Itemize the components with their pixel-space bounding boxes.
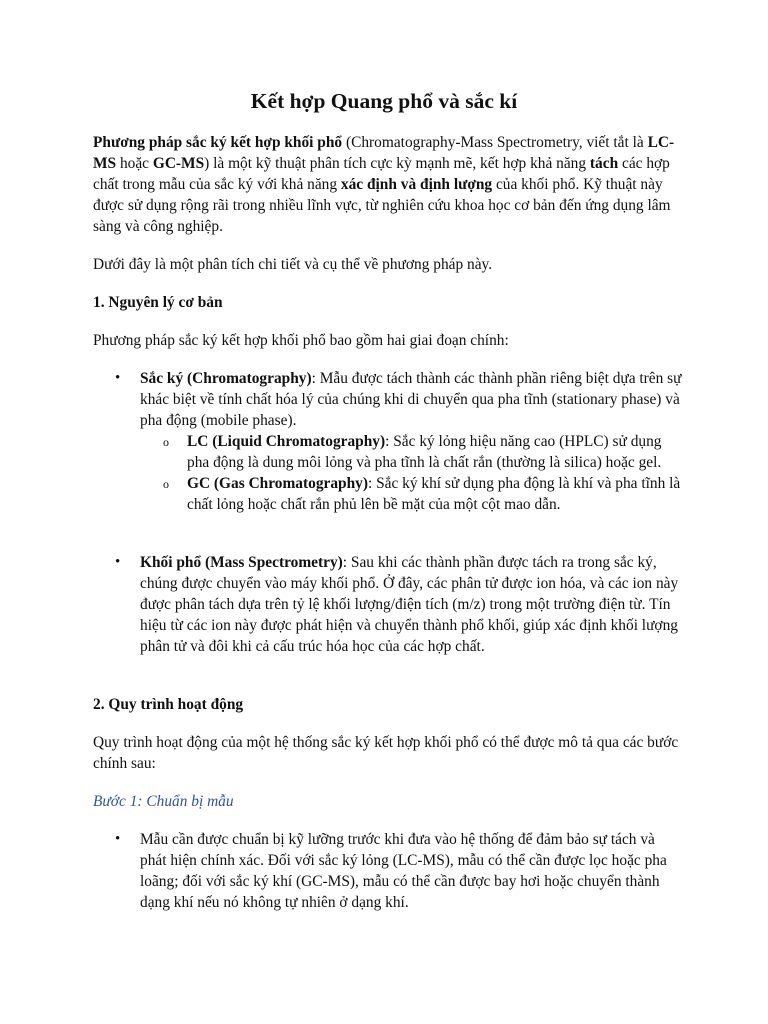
- intro-lcms: LC-MS: [93, 134, 675, 172]
- section1-list: [93, 368, 683, 515]
- list-item-mass-spectrometry: [93, 552, 683, 657]
- intro-text-3: ) là một kỹ thuật phân tích cực kỳ mạnh mẽ, kết hợp khả năng: [204, 155, 590, 172]
- page-title: Kết hợp Quang phổ và sắc kí: [250, 89, 518, 113]
- step1-list: [93, 829, 683, 913]
- intro-tach: tách: [589, 155, 619, 172]
- list-item-chromatography: [93, 368, 683, 515]
- intro-xac-dinh: xác định và định lượng: [340, 176, 493, 193]
- intro2-paragraph: Dưới đây là một phân tích chi tiết và cụ thể về phương pháp này.: [93, 256, 493, 273]
- sub-item-gc-text: : Sắc ký khí sử dụng pha động là khí và pha tĩnh là chất lỏng hoặc chất rắn phủ lên bề mặt của một cột mao dẫn.: [187, 475, 681, 513]
- item-chromatography-text: : Mẫu được tách thành các thành phần riêng biệt dựa trên sự khác biệt về tính chất hóa lý của chúng khi di chuyển qua pha tĩnh (stationary phase) và pha động (mobile phase).: [140, 370, 682, 429]
- item-ms-title: Khối phổ (Mass Spectrometry): [140, 554, 343, 571]
- intro-text-1: (Chromatography-Mass Spectrometry, viết tắt là: [342, 134, 648, 151]
- sub-item-gc-title: GC (Gas Chromatography): [187, 475, 368, 492]
- sub-item-lc: [140, 431, 683, 473]
- item-chromatography-title: Sắc ký (Chromatography): [140, 370, 312, 387]
- intro-lead-bold: Phương pháp sắc ký kết hợp khối phổ: [93, 134, 343, 151]
- intro-text-4: các hợp chất trong mẫu của sắc ký với khả năng: [93, 155, 670, 193]
- item-ms-text: : Sau khi các thành phần được tách ra trong sắc ký, chúng được chuyển vào máy khối phổ. Ở đây, các phân tử được ion hóa, và các ion này được phân tách dựa trên tỷ lệ khối lượng/điện tích (m/z) trong một trường điện từ. Tín hiệu từ các ion này được phát hiện và chuyển thành phổ khối, giúp xác định khối lượng phân tử và đôi khi cả cấu trúc hóa học của các hợp chất.: [140, 554, 679, 655]
- step1-heading: Bước 1: Chuẩn bị mẫu: [93, 793, 234, 810]
- list-item-step1: • Mẫu cần được chuẩn bị kỹ lưỡng trước khi đưa vào hệ thống để đảm bảo sự tách và phát hiện chính xác. Đối với sắc ký lỏng (LC-MS), mẫu có thể cần được lọc hoặc pha loãng; đối với sắc ký khí (GC-MS), mẫu có thể cần được bay hơi hoặc chuyển thành dạng khí nếu nó không tự nhiên ở dạng khí.: [93, 829, 683, 913]
- sub-item-gc: [140, 473, 683, 515]
- section1-lead: Phương pháp sắc ký kết hợp khối phổ bao gồm hai giai đoạn chính:: [93, 332, 509, 349]
- section1-list-2: [93, 552, 683, 657]
- intro-gcms: GC-MS: [152, 155, 205, 172]
- intro-text-5: của khối phổ. Kỹ thuật này được sử dụng rộng rãi trong nhiều lĩnh vực, từ nghiên cứu khoa học cơ bản đến ứng dụng lâm sàng và công nghiệp.: [93, 176, 671, 235]
- sub-item-lc-text: : Sắc ký lỏng hiệu năng cao (HPLC) sử dụng pha động là dung môi lỏng và pha tĩnh là chất rắn (thường là silica) hoặc gel.: [187, 433, 662, 471]
- intro-text-2: hoặc: [116, 155, 153, 172]
- intro-paragraph: [93, 132, 683, 237]
- section2-lead: Quy trình hoạt động của một hệ thống sắc ký kết hợp khối phổ có thể được mô tả qua các bước chính sau:: [93, 734, 679, 772]
- section2-heading: 2. Quy trình hoạt động: [93, 696, 244, 713]
- section1-heading: 1. Nguyên lý cơ bản: [93, 294, 223, 311]
- sub-item-lc-title: LC (Liquid Chromatography): [187, 433, 386, 450]
